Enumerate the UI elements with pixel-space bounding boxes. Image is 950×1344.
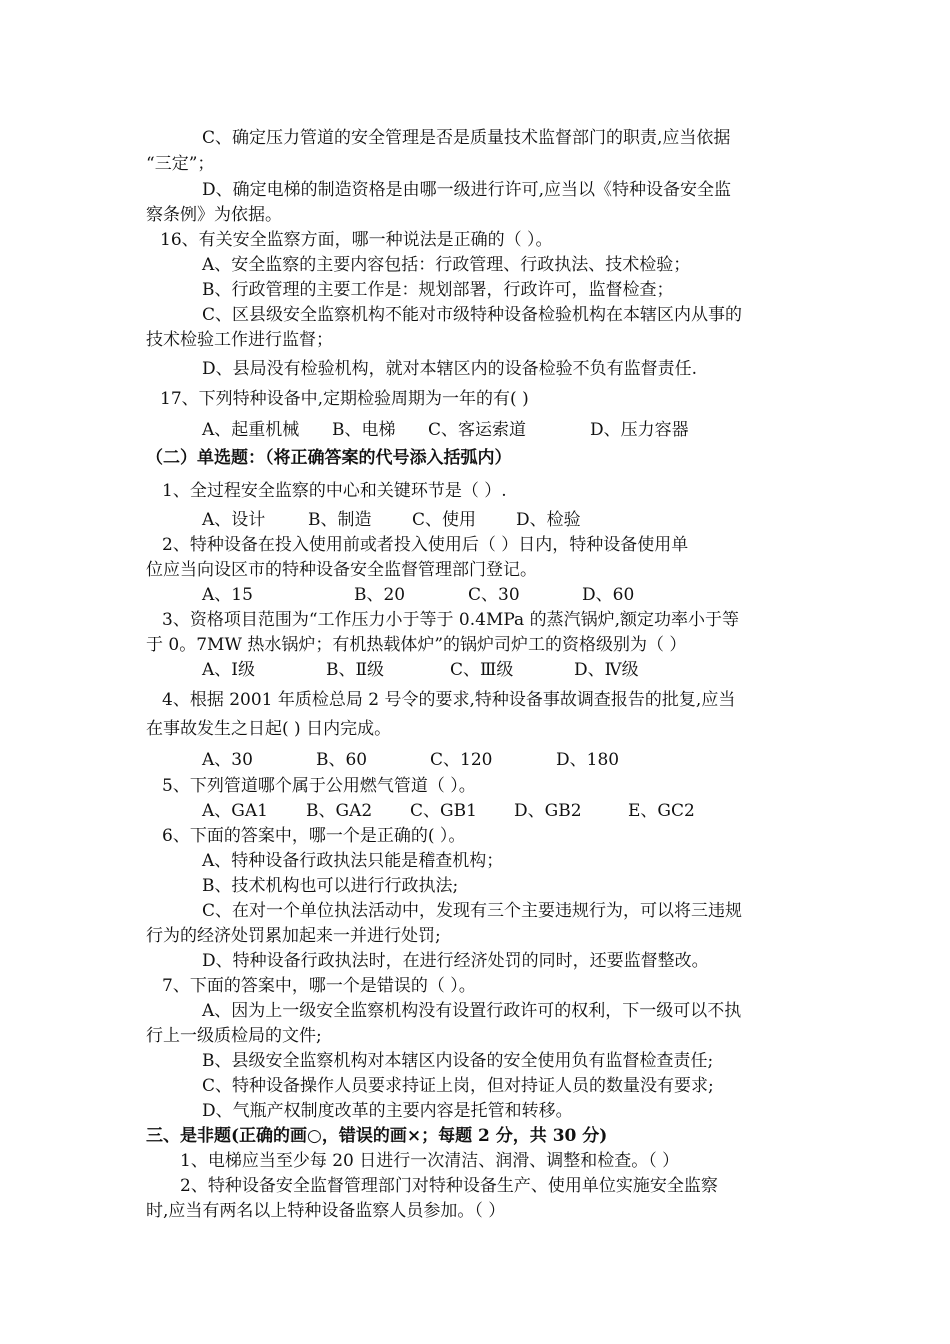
single-q3-line2: 于 0。7MW 热水锅炉；有机热载体炉”的锅炉司炉工的资格级别为（ ） <box>146 635 687 655</box>
q16-option-d: D、县局没有检验机构，就对本辖区内的设备检验不负有监督责任. <box>202 359 698 379</box>
single-q1-option-d: D、检验 <box>516 510 581 530</box>
q17-option-d: D、压力容器 <box>590 420 689 440</box>
q16-option-c-line2: 技术检验工作进行监督； <box>146 330 333 350</box>
single-q4-option-d: D、180 <box>556 750 620 770</box>
q15-option-c-line2: “三定”； <box>146 154 215 174</box>
single-q5-option-b: B、GA2 <box>306 801 373 821</box>
single-q6-option-a: A、特种设备行政执法只能是稽查机构； <box>202 851 504 871</box>
tf-q1: 1、电梯应当至少每 20 日进行一次清洁、润滑、调整和检查。（ ） <box>180 1151 680 1171</box>
single-q5-option-d: D、GB2 <box>514 801 582 821</box>
single-q6-option-c-line1: C、在对一个单位执法活动中，发现有三个主要违规行为，可以将三违规 <box>202 901 743 921</box>
single-q1-stem: 1、全过程安全监察的中心和关键环节是（ ）. <box>162 481 507 501</box>
single-q4-line1: 4、根据 2001 年质检总局 2 号令的要求,特种设备事故调查报告的批复,应当 <box>162 690 736 710</box>
single-q7-option-b: B、县级安全监察机构对本辖区内设备的安全使用负有监督检查责任; <box>202 1051 714 1071</box>
single-q3-option-b: B、Ⅱ级 <box>326 660 385 680</box>
single-q5-option-a: A、GA1 <box>202 801 268 821</box>
single-q3-line1: 3、资格项目范围为“工作压力小于等于 0.4MPa 的蒸汽锅炉,额定功率小于等 <box>162 610 739 630</box>
single-q6-option-b: B、技术机构也可以进行行政执法; <box>202 876 459 896</box>
single-q1-option-c: C、使用 <box>412 510 477 530</box>
single-q5-option-e: E、GC2 <box>628 801 695 821</box>
q17-option-b: B、电梯 <box>332 420 396 440</box>
single-q3-options <box>202 659 639 681</box>
section-single-choice-heading: （二）单选题：（将正确答案的代号添入括弧内） <box>146 448 512 468</box>
single-q2-line2: 位应当向设区市的特种设备安全监督管理部门登记。 <box>146 560 537 580</box>
q15-option-d-line2: 察条例》为依据。 <box>146 205 282 225</box>
q17-option-c: C、客运索道 <box>428 420 527 440</box>
q17-stem: 17、下列特种设备中,定期检验周期为一年的有( ) <box>160 389 529 409</box>
single-q7-option-d: D、气瓶产权制度改革的主要内容是托管和转移。 <box>202 1101 573 1121</box>
single-q4-line2: 在事故发生之日起( ) 日内完成。 <box>146 719 392 739</box>
single-q4-option-a: A、30 <box>202 750 253 770</box>
single-q7-option-a-line2: 行上一级质检局的文件; <box>146 1026 322 1046</box>
single-q2-option-b: B、20 <box>354 585 406 605</box>
single-q6-stem: 6、下面的答案中，哪一个是正确的( ）。 <box>162 826 466 846</box>
q16-stem: 16、有关安全监察方面，哪一种说法是正确的（ ）。 <box>160 230 553 250</box>
q17-option-a: A、起重机械 <box>202 420 300 440</box>
tf-q2-line1: 2、特种设备安全监督管理部门对特种设备生产、使用单位实施安全监察 <box>180 1176 718 1196</box>
single-q7-option-c: C、特种设备操作人员要求持证上岗，但对持证人员的数量没有要求; <box>202 1076 714 1096</box>
single-q1-option-a: A、设计 <box>202 510 266 530</box>
single-q4-option-c: C、120 <box>430 750 493 770</box>
single-q5-option-c: C、GB1 <box>410 801 477 821</box>
single-q3-option-a: A、Ⅰ级 <box>202 660 255 680</box>
single-q1-option-b: B、制造 <box>308 510 372 530</box>
single-q2-option-d: D、60 <box>582 585 635 605</box>
single-q2-options <box>202 584 634 606</box>
single-q5-stem: 5、下列管道哪个属于公用燃气管道（ ）。 <box>162 776 476 796</box>
single-q6-option-d: D、特种设备行政执法时，在进行经济处罚的同时，还要监督整改。 <box>202 951 709 971</box>
single-q3-option-d: D、Ⅳ级 <box>574 660 639 680</box>
single-q2-option-c: C、30 <box>468 585 520 605</box>
tf-q2-line2: 时,应当有两名以上特种设备监察人员参加。（ ） <box>146 1201 506 1221</box>
section-true-false-heading: 三、是非题(正确的画○，错误的画×；每题 2 分，共 30 分) <box>146 1126 608 1146</box>
q16-option-c-line1: C、区县级安全监察机构不能对市级特种设备检验机构在本辖区内从事的 <box>202 305 743 325</box>
single-q7-stem: 7、下面的答案中，哪一个是错误的（ ）。 <box>162 976 476 996</box>
q16-option-a: A、安全监察的主要内容包括：行政管理、行政执法、技术检验； <box>202 255 691 275</box>
q15-option-d-line1: D、确定电梯的制造资格是由哪一级进行许可,应当以《特种设备安全监 <box>202 180 732 200</box>
single-q2-line1: 2、特种设备在投入使用前或者投入使用后（ ）日内，特种设备使用单 <box>162 535 689 555</box>
q15-option-c-line1: C、确定压力管道的安全管理是否是质量技术监督部门的职责,应当依据 <box>202 128 731 148</box>
q16-option-b: B、行政管理的主要工作是：规划部署，行政许可，监督检查； <box>202 280 674 300</box>
single-q4-options <box>202 749 619 771</box>
single-q3-option-c: C、Ⅲ级 <box>450 660 514 680</box>
single-q2-option-a: A、15 <box>202 585 253 605</box>
single-q4-option-b: B、60 <box>316 750 368 770</box>
single-q1-options <box>202 509 581 531</box>
single-q6-option-c-line2: 行为的经济处罚累加起来一并进行处罚; <box>146 926 441 946</box>
q17-options <box>202 419 689 441</box>
single-q7-option-a-line1: A、因为上一级安全监察机构没有设置行政许可的权利，下一级可以不执 <box>202 1001 742 1021</box>
single-q5-options <box>202 800 695 822</box>
